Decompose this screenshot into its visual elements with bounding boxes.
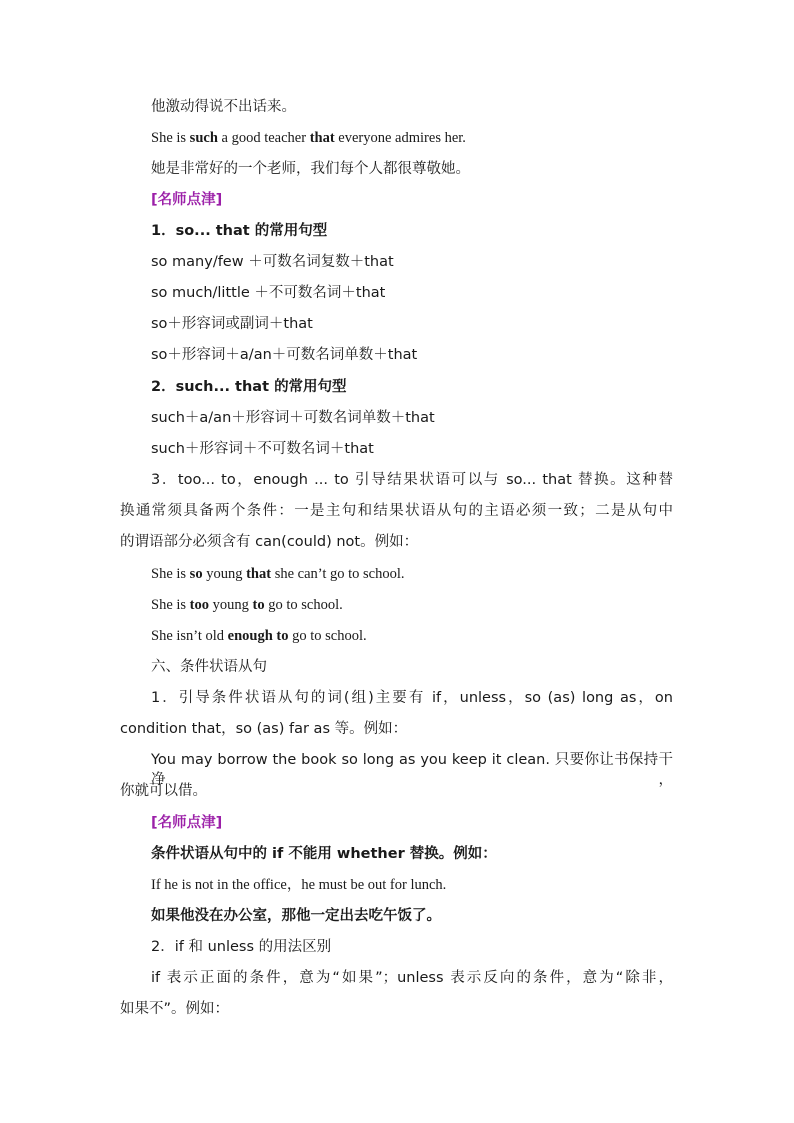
pattern-line: so＋形容词或副词＋that: [151, 316, 313, 332]
keyword-enough-to: enough to: [227, 628, 289, 644]
text-span: young: [209, 597, 253, 613]
keyword-too: too: [189, 597, 210, 613]
paragraph-line: 1．引导条件状语从句的词(组)主要有 if，unless，so (as) long as，on: [151, 690, 673, 706]
pattern-line: such＋形容词＋不可数名词＋that: [151, 441, 374, 457]
example-sentence: [151, 626, 367, 646]
section-heading: [151, 377, 347, 397]
keyword-so: so: [189, 566, 203, 582]
tip-heading: 条件状语从句中的 if 不能用 whether 替换。例如：: [151, 846, 497, 862]
text-span: She is: [151, 566, 190, 582]
text-span: young: [202, 566, 247, 582]
text-span: 1．so... that: [151, 223, 255, 239]
pattern-line: so much/little ＋不可数名词＋that: [151, 285, 386, 301]
example-sentence: [151, 564, 405, 584]
text-span: She isn’t old: [151, 628, 228, 644]
text-span: 2．such... that: [151, 379, 275, 395]
example-sentence: You may borrow the book so long as you keep it clean. 只要你让书保持干净，: [151, 752, 673, 788]
example-sentence: [151, 128, 466, 148]
paragraph-line: 如果不”。例如：: [120, 1001, 230, 1017]
section-heading: 2．if 和 unless 的用法区别: [151, 939, 332, 955]
example-translation: 如果他没在办公室，那他一定出去吃午饭了。: [151, 908, 441, 924]
keyword-that: that: [246, 566, 272, 582]
keyword-that: that: [309, 130, 335, 146]
text-line: 他激动得说不出话来。: [151, 99, 296, 115]
paragraph-line: condition that，so (as) far as 等。例如：: [120, 721, 408, 737]
example-sentence: If he is not in the office，he must be out for lunch.: [151, 877, 447, 893]
text-span: 的常用句型: [274, 379, 347, 395]
pattern-line: such＋a/an＋形容词＋可数名词单数＋that: [151, 410, 435, 426]
text-span: everyone admires her.: [334, 130, 466, 146]
text-line: 她是非常好的一个老师，我们每个人都很尊敬她。: [151, 161, 470, 177]
pattern-line: so＋形容词＋a/an＋可数名词单数＋that: [151, 347, 418, 363]
text-span: She is: [151, 597, 190, 613]
keyword-to: to: [252, 597, 265, 613]
text-span: go to school.: [288, 628, 367, 644]
paragraph-line: 你就可以借。: [120, 783, 207, 799]
keyword-such: such: [189, 130, 218, 146]
paragraph-line: 的谓语部分必须含有 can(could) not。例如：: [120, 534, 419, 550]
paragraph-line: if 表示正面的条件，意为“如果”；unless 表示反向的条件，意为“除非，: [151, 970, 673, 986]
tip-label: [名师点津]: [151, 192, 223, 208]
tip-label: [名师点津]: [151, 815, 223, 831]
text-span: She is: [151, 130, 190, 146]
section-title: 六、条件状语从句: [151, 659, 267, 675]
pattern-line: so many/few ＋可数名词复数＋that: [151, 254, 394, 270]
paragraph-line: 3．too... to，enough ... to 引导结果状语可以与 so... that 替换。这种替: [151, 472, 673, 488]
section-heading: [151, 221, 327, 241]
text-span: go to school.: [264, 597, 343, 613]
text-span: she can’t go to school.: [271, 566, 405, 582]
example-sentence: [151, 595, 343, 615]
paragraph-line: 换通常须具备两个条件：一是主句和结果状语从句的主语必须一致；二是从句中: [120, 503, 673, 519]
text-span: a good teacher: [217, 130, 310, 146]
text-span: 的常用句型: [254, 223, 328, 239]
